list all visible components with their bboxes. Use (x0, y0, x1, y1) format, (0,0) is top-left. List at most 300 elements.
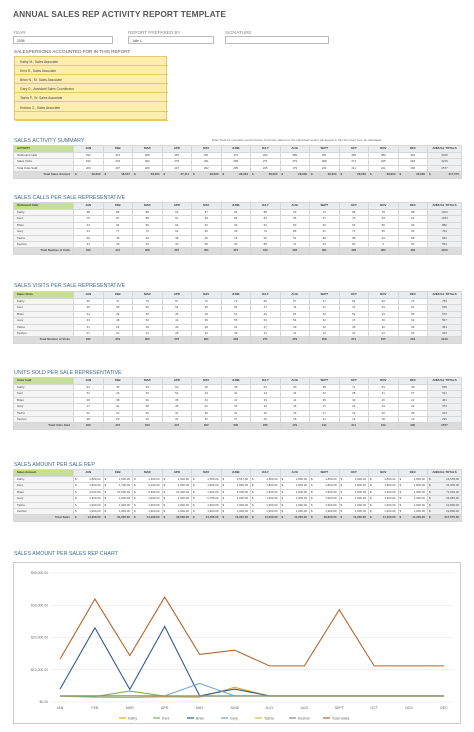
data-cell[interactable]: 65 (369, 229, 399, 235)
data-cell[interactable]: 49 (369, 299, 399, 305)
currency-symbol: $ (193, 509, 195, 514)
data-cell[interactable]: 66 (251, 299, 281, 305)
data-cell[interactable]: 31 (221, 324, 251, 330)
data-cell[interactable]: 16 (133, 417, 163, 423)
data-cell[interactable]: 40 (133, 235, 163, 241)
data-cell[interactable]: 31 (162, 410, 192, 416)
data-cell[interactable]: 58 (398, 235, 428, 241)
data-cell[interactable]: 47 (251, 305, 281, 311)
data-cell[interactable]: 46 (369, 318, 399, 324)
data-cell[interactable]: 212 (369, 165, 399, 171)
data-cell[interactable]: 35 (310, 397, 340, 403)
data-cell[interactable]: 23 (192, 331, 222, 337)
data-cell[interactable]: 76 (221, 235, 251, 241)
data-cell[interactable]: 46 (133, 391, 163, 397)
data-cell[interactable]: 44 (280, 305, 310, 311)
data-cell[interactable]: 247 (162, 165, 192, 171)
data-cell[interactable]: 44 (133, 331, 163, 337)
data-cell[interactable]: 41 (221, 391, 251, 397)
data-cell[interactable]: 30 (133, 397, 163, 403)
data-cell[interactable]: 94 (398, 216, 428, 222)
data-cell[interactable]: 85 (251, 242, 281, 248)
data-cell[interactable]: 28 (74, 417, 104, 423)
data-cell[interactable]: 366 (339, 153, 369, 159)
row-label: Brian (14, 397, 74, 403)
signature-field[interactable] (225, 36, 329, 44)
currency-symbol: $ (222, 483, 225, 488)
data-cell[interactable]: 225 (251, 165, 281, 171)
data-cell[interactable]: 47 (103, 299, 133, 305)
data-cell[interactable]: 88 (133, 210, 163, 216)
data-cell[interactable]: 19 (398, 417, 428, 423)
data-cell[interactable]: 94 (192, 222, 222, 228)
data-cell[interactable]: 51 (398, 305, 428, 311)
data-cell[interactable]: 93 (192, 216, 222, 222)
data-cell[interactable]: 47 (339, 318, 369, 324)
data-cell[interactable]: 60 (251, 235, 281, 241)
data-cell[interactable]: 52 (339, 311, 369, 317)
data-cell[interactable]: 43 (369, 311, 399, 317)
data-cell[interactable]: 24 (339, 404, 369, 410)
salesperson-entry[interactable]: Kent R., Sales Associate (15, 66, 168, 75)
amount-value: 28,600 (357, 172, 366, 177)
data-cell[interactable]: 72 (133, 229, 163, 235)
data-cell[interactable]: 21 (74, 331, 104, 337)
data-cell[interactable]: 52 (133, 318, 163, 324)
salesperson-entry[interactable]: Kathy M., Sales Associate (15, 57, 168, 66)
data-cell[interactable]: 41 (280, 242, 310, 248)
data-cell[interactable]: 46 (74, 305, 104, 311)
data-cell[interactable]: 45 (133, 311, 163, 317)
data-cell[interactable]: 98 (339, 210, 369, 216)
salesperson-entry[interactable]: Keshon Z., Sales Associate (15, 103, 168, 112)
data-cell[interactable]: 44 (74, 311, 104, 317)
data-cell[interactable]: 92 (192, 229, 222, 235)
data-cell[interactable]: 41 (162, 318, 192, 324)
row-total-cell: 764 (428, 229, 462, 235)
data-cell[interactable]: 53 (162, 385, 192, 391)
data-cell[interactable]: 28 (162, 331, 192, 337)
data-cell[interactable]: 30 (133, 324, 163, 330)
data-cell[interactable]: 31 (162, 417, 192, 423)
data-cell[interactable]: 43 (103, 385, 133, 391)
data-cell[interactable]: 46 (310, 311, 340, 317)
amount-value: 28,603 (239, 172, 248, 177)
data-cell[interactable]: 27 (251, 324, 281, 330)
data-cell[interactable]: 95 (133, 222, 163, 228)
total-cell (221, 515, 251, 521)
data-cell[interactable]: 63 (398, 229, 428, 235)
data-cell[interactable]: 24 (103, 324, 133, 330)
data-cell[interactable]: 50 (398, 242, 428, 248)
grand-total-cell: 4915 (428, 248, 462, 254)
data-cell[interactable]: 41 (221, 397, 251, 403)
data-cell[interactable]: 385 (280, 153, 310, 159)
year-label: YEAR (13, 30, 26, 35)
data-cell[interactable]: 93 (280, 210, 310, 216)
data-cell[interactable]: 76 (74, 216, 104, 222)
data-cell[interactable]: 31 (339, 331, 369, 337)
data-cell[interactable]: 46 (103, 242, 133, 248)
data-cell[interactable]: 36 (398, 324, 428, 330)
salesperson-entry[interactable]: Gary G., Assistant Sales Coordinator (15, 84, 168, 93)
data-cell[interactable]: 73 (398, 299, 428, 305)
data-cell[interactable]: 37 (310, 404, 340, 410)
data-cell[interactable]: 28 (133, 404, 163, 410)
data-cell[interactable]: 40 (162, 242, 192, 248)
data-cell[interactable]: 89 (310, 235, 340, 241)
data-cell[interactable]: 51 (280, 235, 310, 241)
data-cell[interactable]: 64 (339, 299, 369, 305)
data-cell[interactable]: 46 (310, 222, 340, 228)
data-cell[interactable]: 37 (398, 391, 428, 397)
month-header: MAY (192, 378, 222, 385)
data-cell[interactable]: 76 (339, 216, 369, 222)
data-cell[interactable]: 99 (103, 305, 133, 311)
data-cell[interactable]: 20 (133, 410, 163, 416)
amount-value: 1,900.00 (266, 489, 278, 494)
data-cell[interactable]: 21 (221, 410, 251, 416)
data-cell[interactable]: 25 (251, 417, 281, 423)
data-cell[interactable]: 40 (162, 324, 192, 330)
data-cell[interactable]: 90 (221, 242, 251, 248)
data-cell[interactable]: 44 (74, 229, 104, 235)
data-cell[interactable]: 46 (369, 397, 399, 403)
total-cell: 380 (369, 248, 399, 254)
data-cell[interactable]: 21 (310, 417, 340, 423)
data-cell[interactable]: 90 (280, 222, 310, 228)
data-cell[interactable]: 229 (74, 165, 104, 171)
data-cell[interactable]: 45 (162, 311, 192, 317)
data-cell[interactable]: 0 (369, 242, 399, 248)
data-cell[interactable]: 66 (74, 299, 104, 305)
data-cell[interactable]: 71 (221, 299, 251, 305)
data-cell[interactable]: 271 (251, 159, 281, 165)
data-cell[interactable]: 206 (398, 165, 428, 171)
data-cell[interactable]: 32 (74, 410, 104, 416)
data-cell[interactable]: 29 (103, 417, 133, 423)
data-cell[interactable]: 80 (369, 222, 399, 228)
data-cell[interactable]: 40 (103, 391, 133, 397)
data-cell[interactable]: 279 (103, 159, 133, 165)
data-cell[interactable]: 30 (221, 404, 251, 410)
data-cell[interactable]: 22 (310, 324, 340, 330)
data-cell[interactable]: 92 (221, 210, 251, 216)
data-cell[interactable]: 472 (221, 153, 251, 159)
y-tick-label: $30,000.00 (31, 603, 48, 608)
data-cell[interactable]: 99 (398, 222, 428, 228)
data-cell[interactable]: 64 (369, 235, 399, 241)
row-total-cell: 572 (428, 311, 462, 317)
data-cell[interactable]: 40 (192, 235, 222, 241)
data-cell[interactable]: 31 (74, 242, 104, 248)
data-cell[interactable]: 67 (162, 299, 192, 305)
prepared-by-field[interactable]: Julie L. (128, 36, 214, 44)
data-cell[interactable]: 27 (221, 417, 251, 423)
column-header: Sales Amount (14, 470, 74, 477)
data-cell[interactable]: 48 (162, 235, 192, 241)
data-cell[interactable]: 51 (251, 318, 281, 324)
data-cell[interactable]: 45 (221, 385, 251, 391)
data-cell[interactable]: 87 (103, 216, 133, 222)
data-cell[interactable]: 34 (280, 391, 310, 397)
data-cell[interactable]: 48 (192, 311, 222, 317)
data-cell[interactable]: 43 (133, 385, 163, 391)
data-cell[interactable]: 26 (398, 331, 428, 337)
data-cell[interactable]: 40 (221, 229, 251, 235)
data-cell[interactable]: 90 (221, 222, 251, 228)
data-cell[interactable]: 50 (339, 242, 369, 248)
data-cell[interactable]: 342 (74, 153, 104, 159)
month-header: SEPT (310, 470, 340, 477)
data-cell[interactable]: 408 (133, 153, 163, 159)
data-cell[interactable]: 56 (133, 305, 163, 311)
data-cell[interactable]: 71 (339, 385, 369, 391)
data-cell[interactable]: 47 (310, 305, 340, 311)
data-cell[interactable]: 232 (74, 159, 104, 165)
data-cell[interactable]: 57 (310, 216, 340, 222)
data-cell[interactable]: 461 (310, 153, 340, 159)
total-cell: 211 (339, 423, 369, 429)
row-total-cell: 3216 (428, 159, 462, 165)
currency-symbol: $ (311, 496, 313, 501)
amount-value: 1,900.00 (266, 509, 278, 514)
data-cell[interactable]: 52 (221, 305, 251, 311)
data-cell[interactable]: 38 (339, 391, 369, 397)
data-cell[interactable]: 93 (369, 216, 399, 222)
total-cell: 381 (310, 248, 340, 254)
data-cell[interactable]: 92 (162, 210, 192, 216)
data-cell[interactable]: 262 (192, 165, 222, 171)
currency-symbol: $ (75, 483, 77, 488)
currency-symbol: $ (370, 489, 372, 494)
data-cell[interactable]: 17 (74, 404, 104, 410)
data-cell[interactable]: 29 (280, 324, 310, 330)
data-cell[interactable]: 279 (280, 159, 310, 165)
grand-total-cell (428, 515, 462, 521)
data-cell[interactable]: 61 (310, 229, 340, 235)
data-cell[interactable]: 95 (280, 216, 310, 222)
row-label: Gary (14, 229, 74, 235)
data-cell[interactable]: 34 (251, 397, 281, 403)
data-cell[interactable]: 207 (103, 165, 133, 171)
data-cell[interactable]: 48 (103, 318, 133, 324)
data-cell[interactable]: 41 (369, 391, 399, 397)
data-cell[interactable]: 41 (280, 331, 310, 337)
data-cell[interactable]: 48 (398, 385, 428, 391)
data-cell[interactable]: 63 (251, 385, 281, 391)
data-cell[interactable]: 34 (103, 404, 133, 410)
data-cell[interactable]: 21 (74, 324, 104, 330)
data-cell[interactable]: 54 (369, 385, 399, 391)
data-cell[interactable]: 36 (74, 397, 104, 403)
data-cell[interactable]: 84 (251, 216, 281, 222)
data-cell[interactable]: 74 (310, 210, 340, 216)
data-cell[interactable]: 54 (280, 311, 310, 317)
data-cell[interactable]: 211 (310, 165, 340, 171)
data-cell[interactable]: 98 (398, 210, 428, 216)
data-cell[interactable]: 441 (103, 153, 133, 159)
data-cell[interactable]: 77 (103, 229, 133, 235)
data-cell[interactable]: 36 (339, 324, 369, 330)
data-cell[interactable]: 208 (310, 159, 340, 165)
data-cell[interactable]: 31 (251, 331, 281, 337)
currency-symbol: $ (134, 489, 136, 494)
data-cell[interactable]: 34 (74, 318, 104, 324)
data-cell[interactable]: 179 (280, 165, 310, 171)
data-cell[interactable]: 461 (192, 153, 222, 159)
salesperson-entry[interactable] (15, 112, 168, 121)
legend-label: Tasha (264, 716, 274, 721)
data-cell[interactable]: 53 (339, 222, 369, 228)
data-cell[interactable]: 14 (310, 331, 340, 337)
data-cell[interactable]: 45 (192, 318, 222, 324)
data-cell[interactable]: 20 (369, 410, 399, 416)
data-cell[interactable]: 38 (103, 397, 133, 403)
data-cell[interactable]: 23 (103, 410, 133, 416)
data-cell[interactable]: 25 (133, 242, 163, 248)
x-tick-label: MAR (125, 706, 134, 710)
data-cell[interactable]: 211 (339, 165, 369, 171)
data-cell[interactable]: 86 (280, 229, 310, 235)
data-cell[interactable]: 98 (74, 210, 104, 216)
data-cell[interactable]: 41 (280, 397, 310, 403)
data-cell[interactable]: 261 (192, 159, 222, 165)
data-cell[interactable]: 27 (310, 410, 340, 416)
data-cell[interactable]: 22 (103, 331, 133, 337)
total-cell: 261 (192, 337, 222, 343)
data-cell[interactable]: 64 (74, 385, 104, 391)
data-cell[interactable]: 39 (103, 311, 133, 317)
data-cell[interactable]: 33 (369, 404, 399, 410)
currency-symbol: $ (429, 483, 431, 488)
data-cell[interactable]: 275 (162, 159, 192, 165)
total-cell (162, 172, 192, 178)
total-cell: 397 (162, 248, 192, 254)
salesperson-entry[interactable]: Brian N., Sr. Sales Associate (15, 75, 168, 84)
data-cell[interactable]: 49 (310, 385, 340, 391)
data-cell[interactable]: 54 (251, 222, 281, 228)
data-cell[interactable]: 52 (74, 391, 104, 397)
data-cell[interactable]: 55 (221, 318, 251, 324)
data-cell[interactable]: 57 (280, 299, 310, 305)
row-label: Kathy (14, 299, 74, 305)
data-cell[interactable]: 51 (221, 311, 251, 317)
data-cell[interactable]: 18 (280, 417, 310, 423)
data-cell[interactable]: 45 (192, 305, 222, 311)
total-label: Total Number of Visits (14, 337, 74, 343)
data-cell[interactable]: 40 (339, 397, 369, 403)
data-cell[interactable]: 35 (162, 397, 192, 403)
month-header: JULY (251, 292, 281, 299)
data-cell[interactable]: 299 (221, 159, 251, 165)
data-cell[interactable]: 42 (192, 385, 222, 391)
data-cell[interactable]: 52 (398, 318, 428, 324)
data-cell[interactable]: 42 (192, 417, 222, 423)
data-cell[interactable]: 18 (280, 410, 310, 416)
data-cell[interactable]: 41 (339, 305, 369, 311)
data-cell[interactable]: 294 (398, 159, 428, 165)
data-cell[interactable]: 44 (251, 391, 281, 397)
data-cell[interactable]: 271 (339, 159, 369, 165)
data-cell[interactable]: 54 (162, 305, 192, 311)
data-cell[interactable]: 33 (251, 404, 281, 410)
year-field[interactable]: 2038 (13, 36, 113, 44)
data-cell[interactable]: 84 (221, 216, 251, 222)
data-cell[interactable]: 42 (192, 404, 222, 410)
data-cell[interactable]: 48 (103, 235, 133, 241)
data-cell[interactable]: 88 (251, 210, 281, 216)
data-cell[interactable]: 30 (369, 324, 399, 330)
data-cell[interactable]: 28 (398, 410, 428, 416)
data-cell[interactable]: 18 (280, 404, 310, 410)
data-cell[interactable]: 443 (251, 153, 281, 159)
data-cell[interactable]: 72 (192, 299, 222, 305)
data-cell[interactable]: 245 (369, 159, 399, 165)
data-cell[interactable]: 71 (339, 229, 369, 235)
month-header: FEB (103, 146, 133, 153)
data-cell[interactable]: 32 (398, 404, 428, 410)
data-cell[interactable]: 54 (310, 242, 340, 248)
month-header: FEB (103, 470, 133, 477)
data-cell[interactable]: 49 (251, 311, 281, 317)
data-cell[interactable]: 26 (251, 410, 281, 416)
data-cell[interactable]: 44 (74, 222, 104, 228)
data-cell[interactable]: 24 (369, 331, 399, 337)
data-cell[interactable]: 183 (133, 165, 163, 171)
data-cell[interactable]: 47 (310, 299, 340, 305)
data-cell[interactable]: 44 (192, 391, 222, 397)
data-cell[interactable]: 302 (133, 159, 163, 165)
data-cell[interactable]: 462 (398, 153, 428, 159)
data-cell[interactable]: 28 (192, 324, 222, 330)
data-cell[interactable]: 75 (133, 299, 163, 305)
data-cell[interactable]: 52 (162, 391, 192, 397)
data-cell[interactable]: 50 (280, 385, 310, 391)
data-cell[interactable]: 18 (369, 417, 399, 423)
data-cell[interactable]: 19 (339, 410, 369, 416)
amount-value: 29,464 (150, 172, 160, 177)
data-cell[interactable]: 78 (369, 210, 399, 216)
data-cell[interactable]: 53 (369, 305, 399, 311)
data-cell[interactable]: 61 (162, 216, 192, 222)
data-cell[interactable]: 87 (192, 210, 222, 216)
data-cell[interactable]: 39 (221, 331, 251, 337)
data-cell[interactable]: 55 (192, 242, 222, 248)
data-cell[interactable]: 92 (162, 222, 192, 228)
data-cell[interactable]: 43 (192, 397, 222, 403)
data-cell[interactable]: 49 (192, 410, 222, 416)
data-cell[interactable]: 89 (103, 210, 133, 216)
data-cell[interactable]: 72 (251, 229, 281, 235)
data-cell[interactable]: 205 (221, 165, 251, 171)
data-cell[interactable]: 45 (162, 404, 192, 410)
data-cell[interactable]: 54 (280, 318, 310, 324)
data-cell[interactable]: 42 (398, 397, 428, 403)
data-cell[interactable]: 58 (339, 235, 369, 241)
data-cell[interactable]: 397 (162, 153, 192, 159)
data-cell[interactable]: 42 (310, 391, 340, 397)
data-cell[interactable]: 88 (133, 216, 163, 222)
data-cell[interactable]: 64 (162, 229, 192, 235)
data-cell[interactable]: 32 (310, 318, 340, 324)
salesperson-entry[interactable]: Tasha P., Sr. Sales Associate (15, 93, 168, 102)
data-cell[interactable]: 56 (398, 311, 428, 317)
data-cell[interactable]: 19 (339, 417, 369, 423)
data-cell[interactable]: 94 (103, 222, 133, 228)
data-cell[interactable]: 49 (74, 235, 104, 241)
data-cell[interactable]: 380 (369, 153, 399, 159)
